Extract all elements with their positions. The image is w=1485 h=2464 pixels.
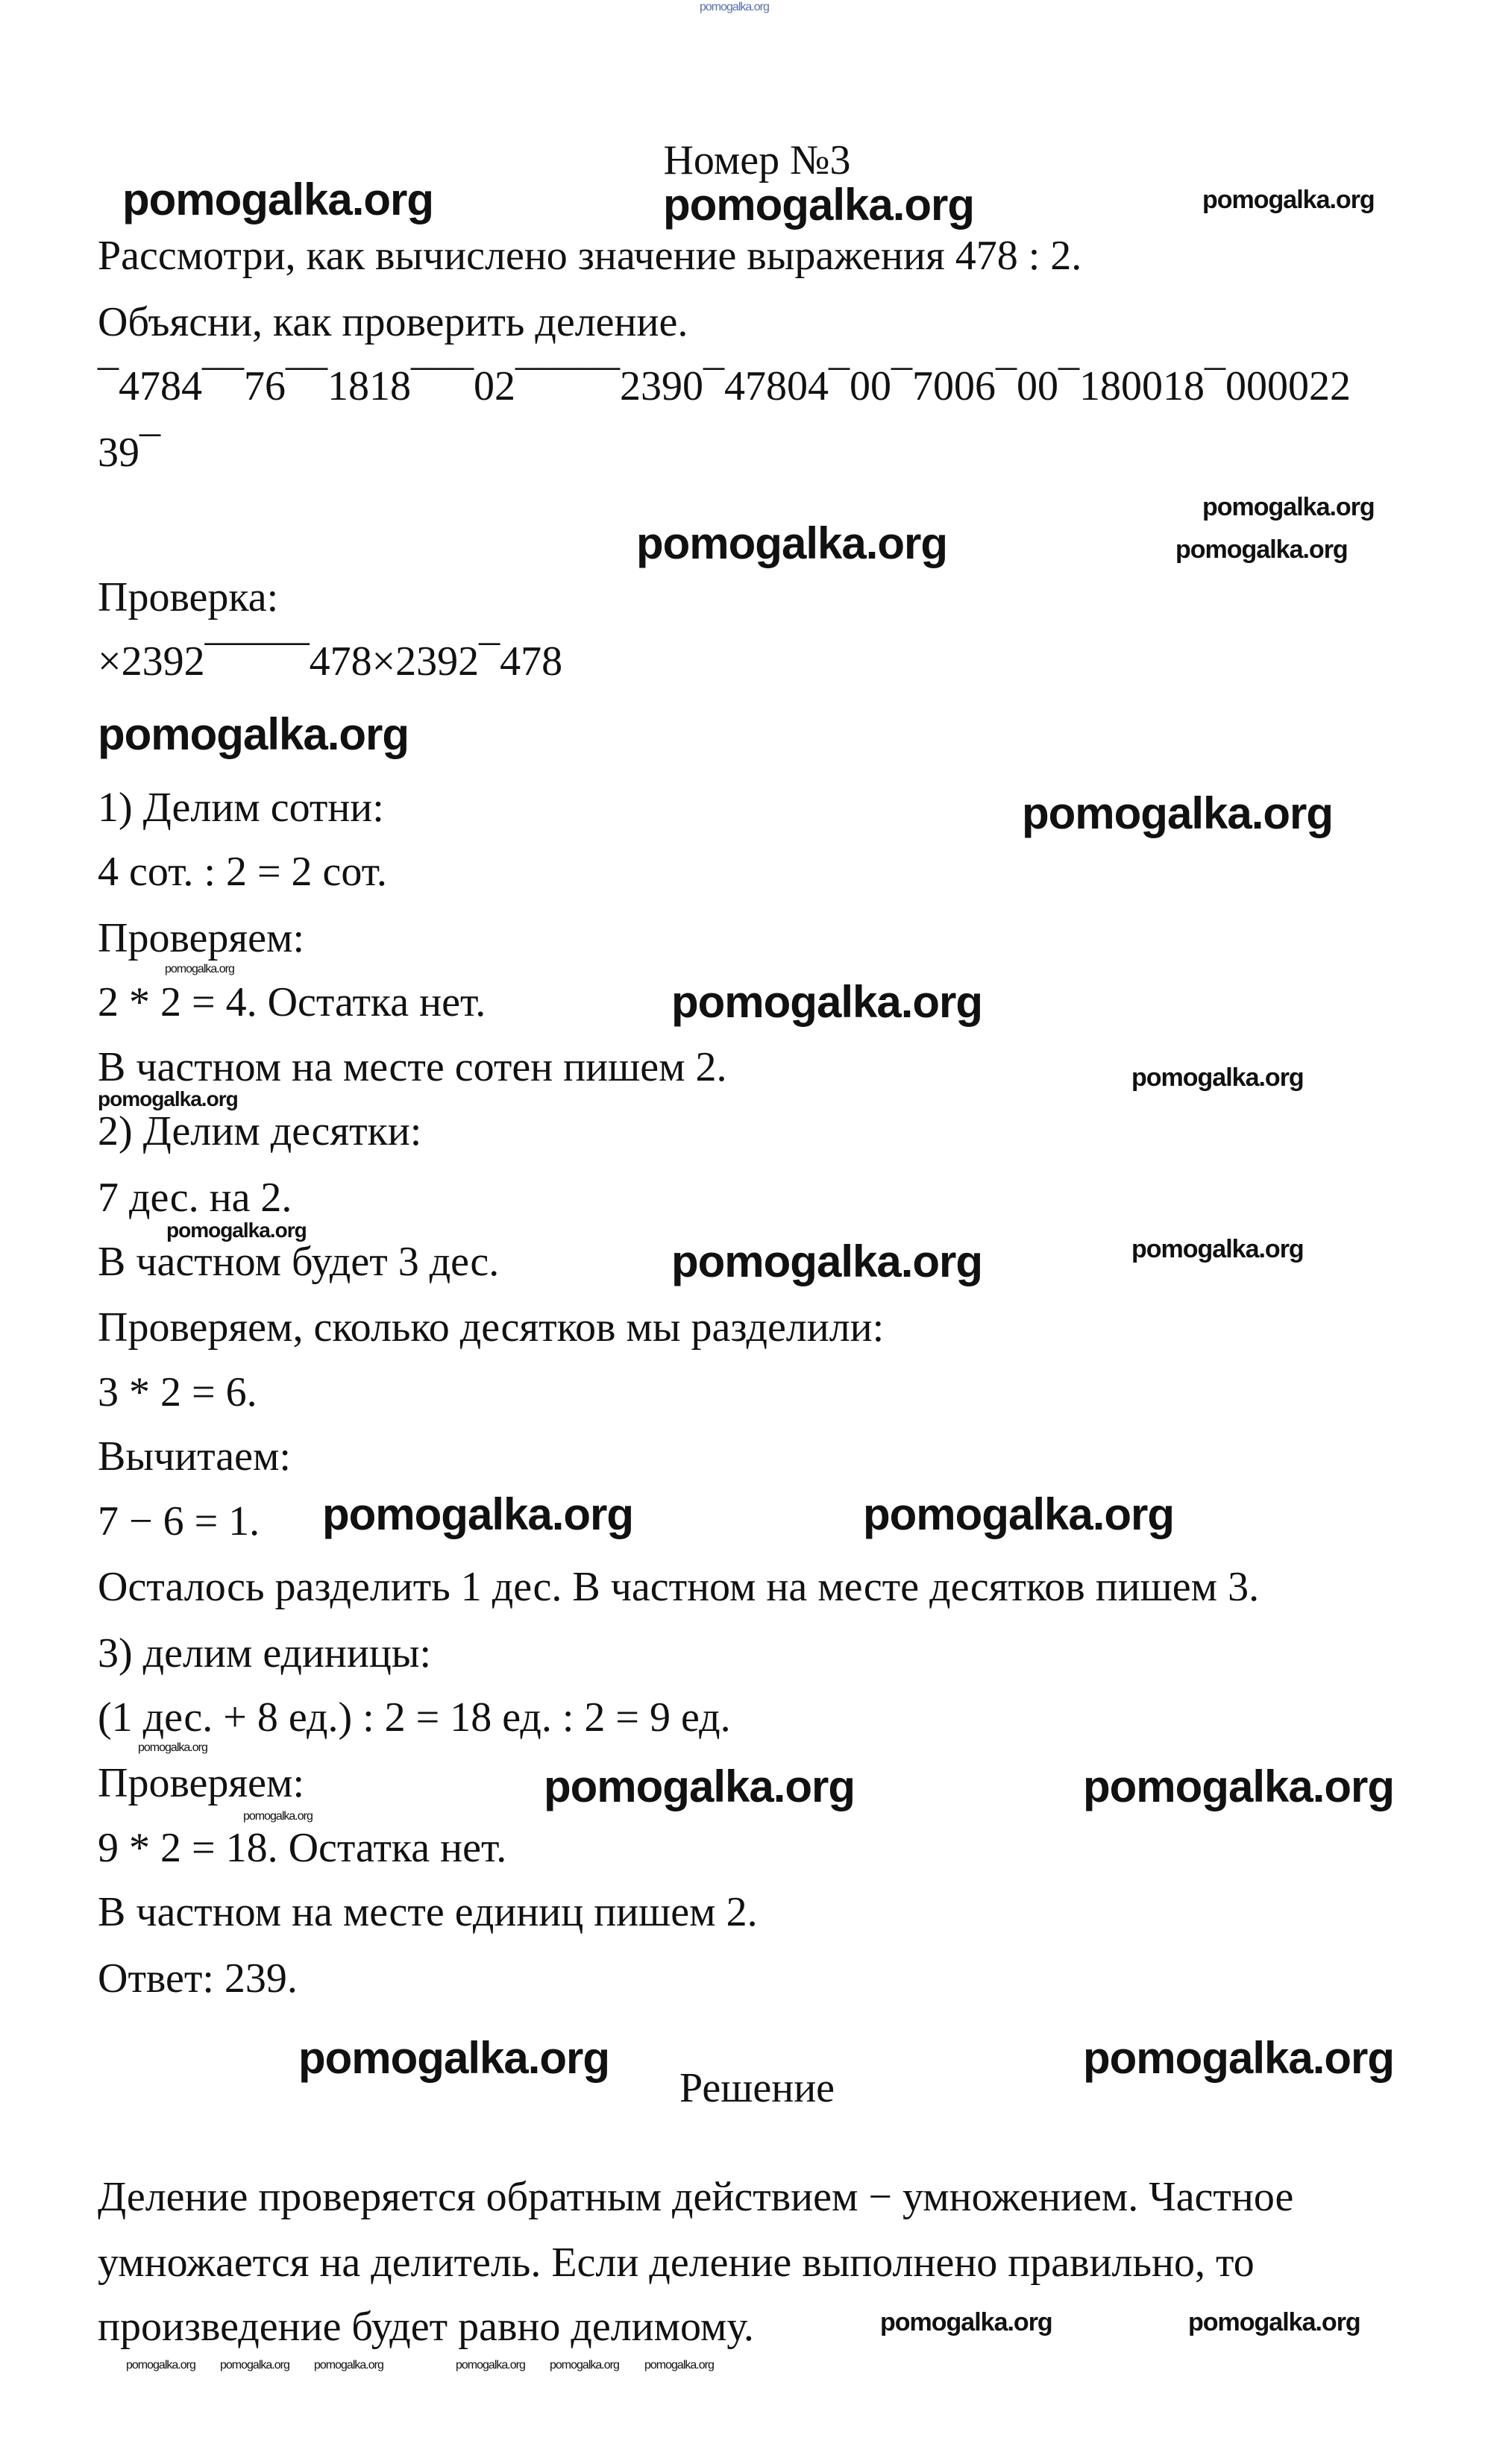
watermark: pomogalka.org [663,180,975,230]
watermark: pomogalka.org [644,2359,714,2372]
step-line: 3 * 2 = 6. [98,1369,257,1415]
watermark: pomogalka.org [1131,1235,1304,1263]
watermark: pomogalka.org [98,1087,238,1110]
watermark: pomogalka.org [243,1810,313,1823]
watermark: pomogalka.org [220,2359,289,2372]
task-line: Рассмотри, как вычислено значение выражения 478 : 2. [98,233,1082,279]
solution-line: произведение будет равно делимому. [98,2304,754,2350]
check-expression: ×2392¯¯¯¯¯478×2392¯478 [98,638,563,685]
step-line: Осталось разделить 1 дес. В частном на месте десятков пишем 3. [98,1564,1260,1610]
step-line: 2 * 2 = 4. Остатка нет. [98,979,486,1025]
watermark: pomogalka.org [880,2308,1052,2336]
watermark: pomogalka.org [863,1489,1175,1539]
watermark: pomogalka.org [1175,535,1348,564]
answer-line: Ответ: 239. [98,1955,298,2002]
task-line: Объясни, как проверить деление. [98,299,688,345]
watermark: pomogalka.org [700,1,769,13]
step-line: В частном будет 3 дес. [98,1239,500,1285]
watermark: pomogalka.org [1083,1761,1395,1811]
watermark: pomogalka.org [671,977,983,1027]
step-line: 7 − 6 = 1. [98,1498,260,1544]
watermark: pomogalka.org [550,2359,619,2372]
page-title: Номер №3 [663,137,851,183]
step-line: 3) делим единицы: [98,1630,432,1676]
watermark: pomogalka.org [314,2359,383,2372]
watermark: pomogalka.org [166,1219,307,1242]
step-line: 9 * 2 = 18. Остатка нет. [98,1825,507,1871]
division-column: ¯4784¯¯76¯¯1818¯¯¯02¯¯¯¯¯2390¯47804¯00¯7006¯00¯180018¯000022 [98,363,1351,409]
watermark: pomogalka.org [636,518,948,568]
watermark: pomogalka.org [322,1489,634,1539]
watermark: pomogalka.org [138,1741,207,1754]
watermark: pomogalka.org [122,175,434,224]
watermark: pomogalka.org [1083,2033,1395,2083]
step-line: Проверяем: [98,1760,305,1806]
watermark: pomogalka.org [544,1761,855,1811]
step-line: 2) Делим десятки: [98,1108,422,1154]
watermark: pomogalka.org [1188,2308,1360,2336]
watermark: pomogalka.org [165,963,234,975]
step-line: 1) Делим сотни: [98,785,384,831]
step-line: Вычитаем: [98,1433,291,1480]
watermark: pomogalka.org [1131,1063,1304,1092]
solution-line: Деление проверяется обратным действием − умножением. Частное [98,2174,1294,2220]
solution-heading: Решение [679,2065,835,2111]
watermark: pomogalka.org [1202,186,1375,214]
watermark: pomogalka.org [456,2359,525,2372]
step-line: 7 дес. на 2. [98,1175,292,1221]
step-line: 4 сот. : 2 = 2 сот. [98,849,387,895]
watermark: pomogalka.org [98,709,409,759]
step-line: Проверяем: [98,915,305,961]
watermark: pomogalka.org [1022,788,1334,838]
step-line: В частном на месте единиц пишем 2. [98,1889,758,1935]
step-line: В частном на месте сотен пишем 2. [98,1044,727,1090]
watermark: pomogalka.org [671,1236,983,1286]
division-column: 39¯ [98,430,160,476]
solution-line: умножается на делитель. Если деление выполнено правильно, то [98,2240,1255,2286]
watermark: pomogalka.org [1202,493,1375,521]
step-line: (1 дес. + 8 ед.) : 2 = 18 ед. : 2 = 9 ед. [98,1694,731,1741]
watermark: pomogalka.org [126,2359,195,2372]
check-label: Проверка: [98,574,279,620]
watermark: pomogalka.org [298,2033,610,2083]
step-line: Проверяем, сколько десятков мы разделили: [98,1304,885,1351]
